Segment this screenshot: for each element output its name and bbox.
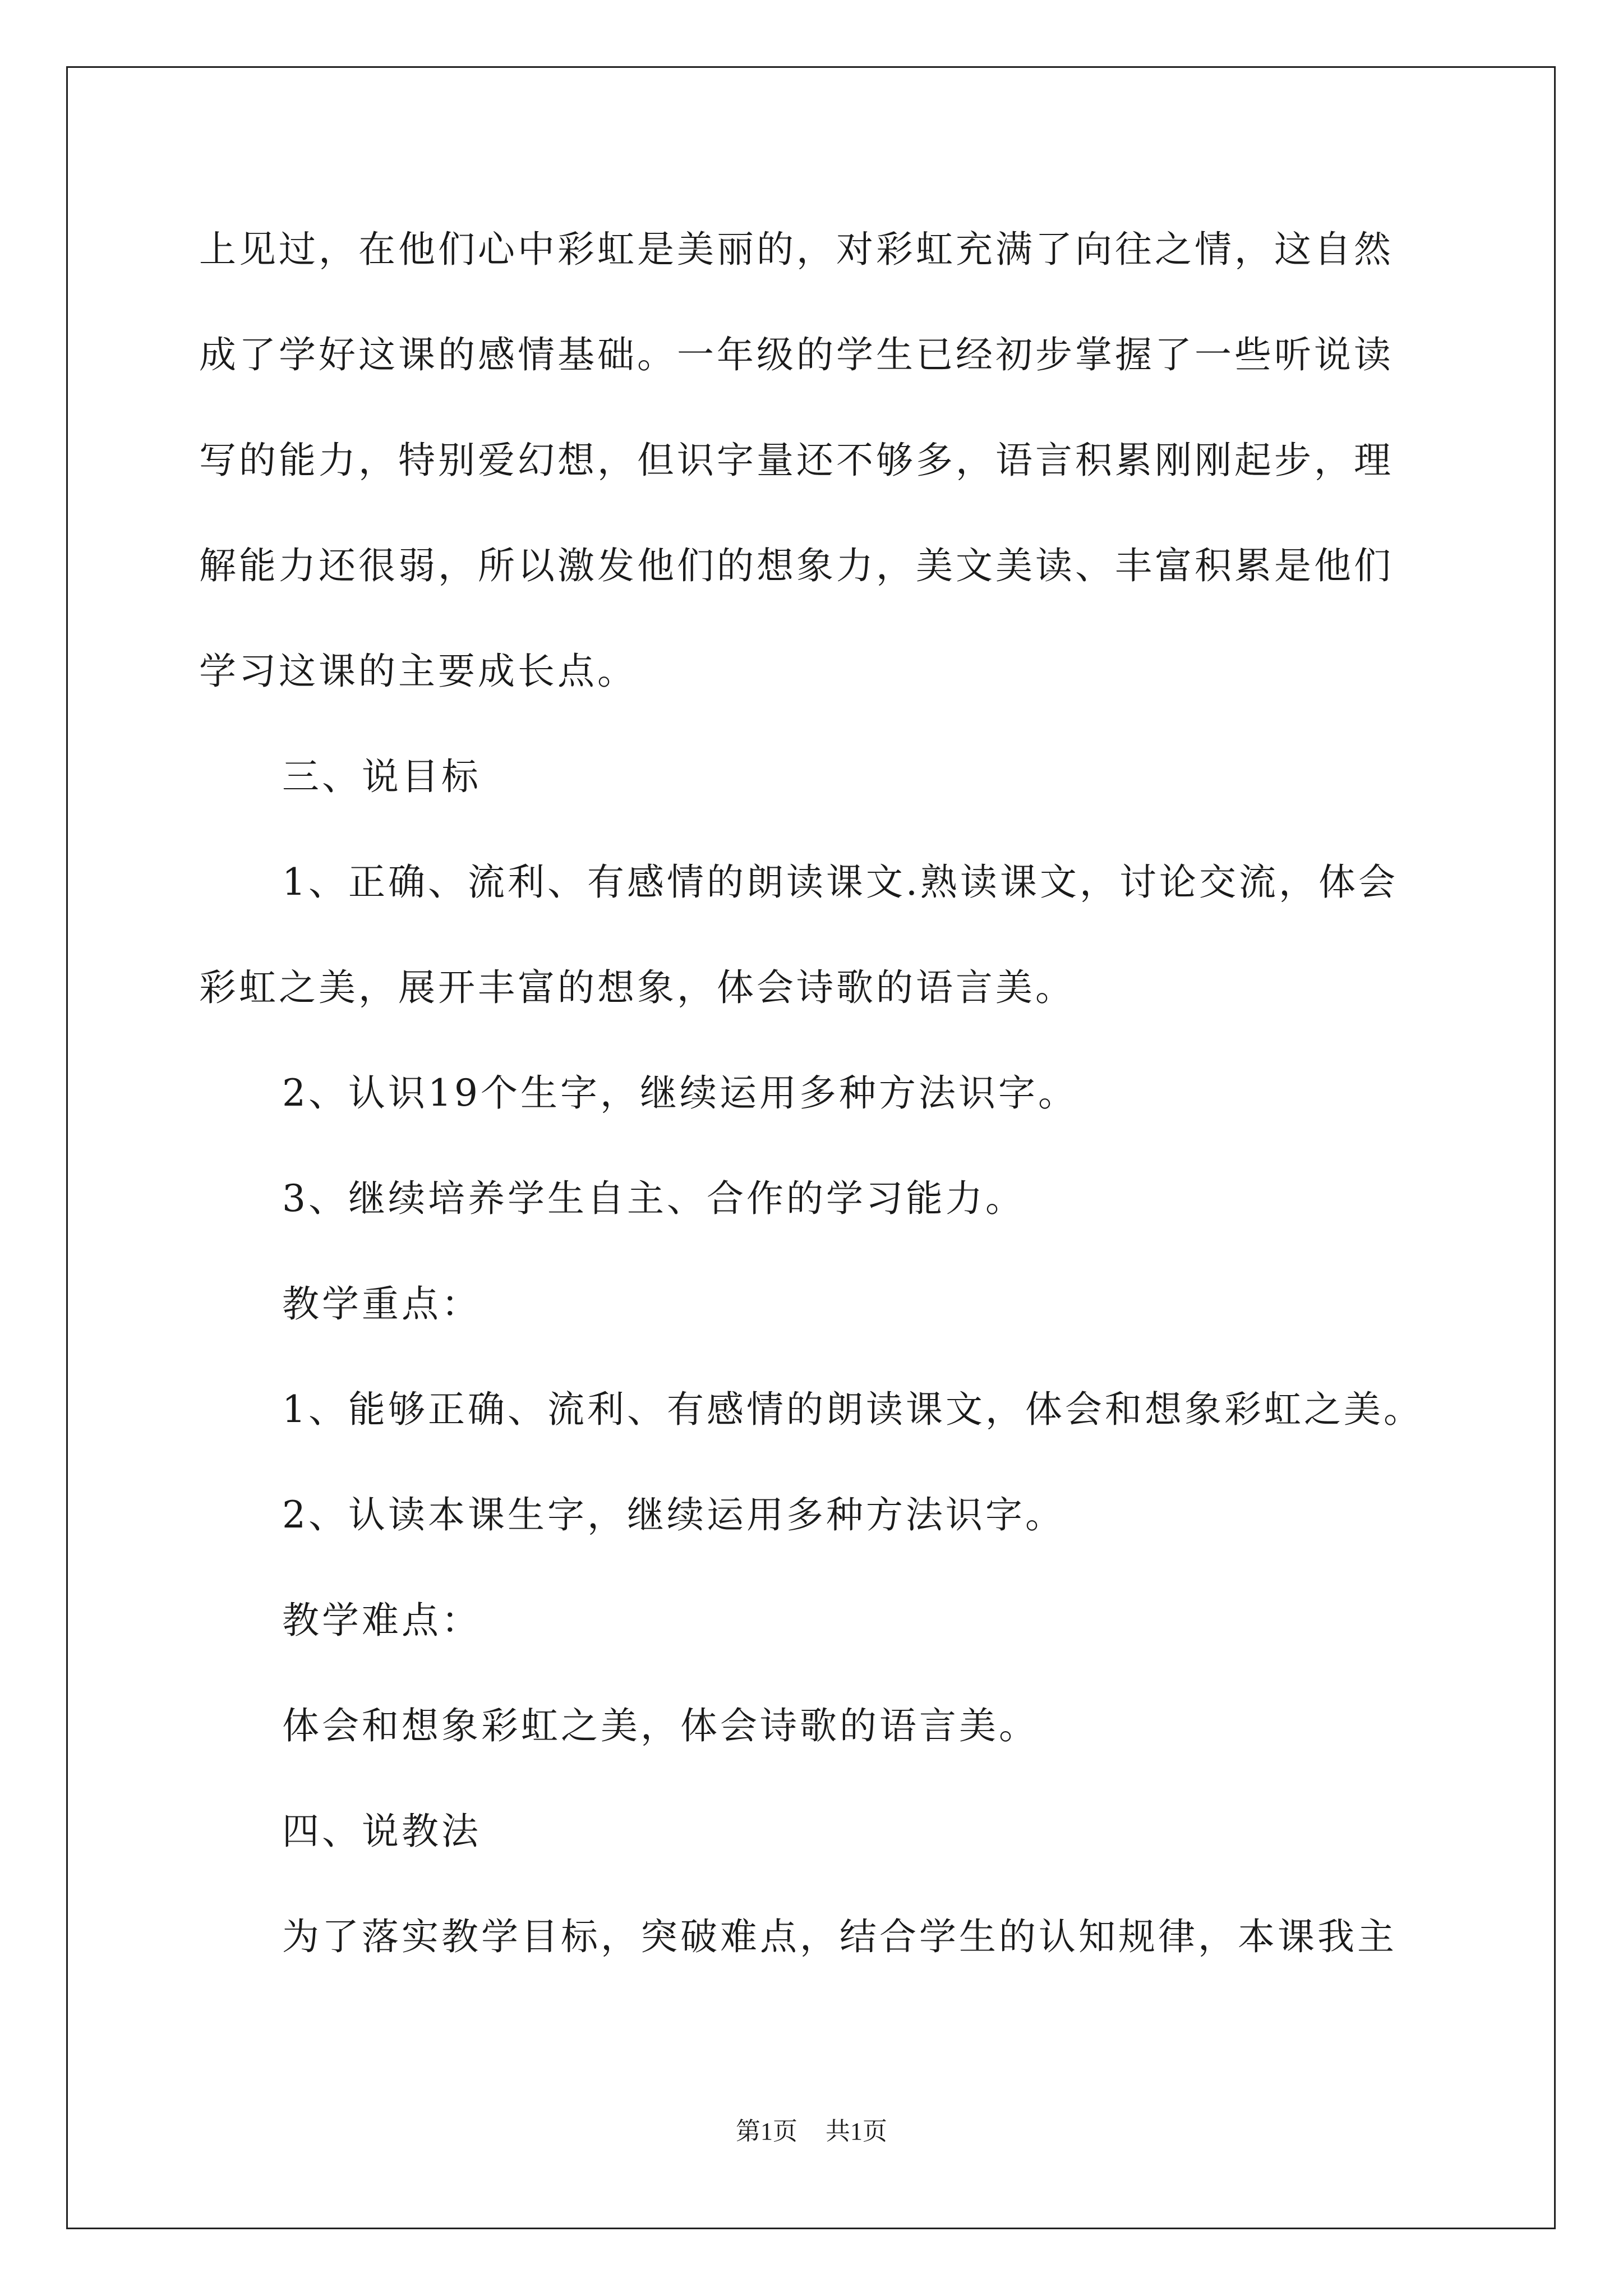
text-line: 3、继续培养学生自主、合作的学习能力。 xyxy=(282,1177,1025,1220)
text-line: 写的能力，特别爱幻想，但识字量还不够多，语言积累刚刚起步，理 xyxy=(199,439,1394,482)
text-line: 1、能够正确、流利、有感情的朗读课文，体会和想象彩虹之美。 xyxy=(282,1388,1423,1431)
text-line: 上见过，在他们心中彩虹是美丽的，对彩虹充满了向往之情，这自然 xyxy=(199,228,1394,271)
page-border xyxy=(66,66,1556,2229)
text-line: 1、正确、流利、有感情的朗读课文.熟读课文，讨论交流，体会 xyxy=(282,861,1398,904)
subheading: 教学难点： xyxy=(282,1599,481,1642)
page-number: 第1页 xyxy=(736,2118,797,2145)
subheading: 教学重点： xyxy=(282,1282,481,1326)
text-line: 2、认识19个生字，继续运用多种方法识字。 xyxy=(282,1071,1078,1115)
section-heading: 三、说目标 xyxy=(282,755,481,798)
section-heading: 四、说教法 xyxy=(282,1810,481,1853)
text-line: 体会和想象彩虹之美，体会诗歌的语言美。 xyxy=(282,1704,1039,1747)
text-line: 学习这课的主要成长点。 xyxy=(199,650,637,693)
text-line: 2、认读本课生字，继续运用多种方法识字。 xyxy=(282,1493,1065,1536)
page-footer xyxy=(0,2115,1623,2148)
text-line: 解能力还很弱，所以激发他们的想象力，美文美读、丰富积累是他们 xyxy=(199,544,1394,587)
text-line: 彩虹之美，展开丰富的想象，体会诗歌的语言美。 xyxy=(199,966,1075,1009)
page-total: 共1页 xyxy=(826,2118,887,2145)
text-line: 为了落实教学目标，突破难点，结合学生的认知规律，本课我主 xyxy=(282,1915,1397,1958)
text-line: 成了学好这课的感情基础。一年级的学生已经初步掌握了一些听说读 xyxy=(199,333,1394,376)
